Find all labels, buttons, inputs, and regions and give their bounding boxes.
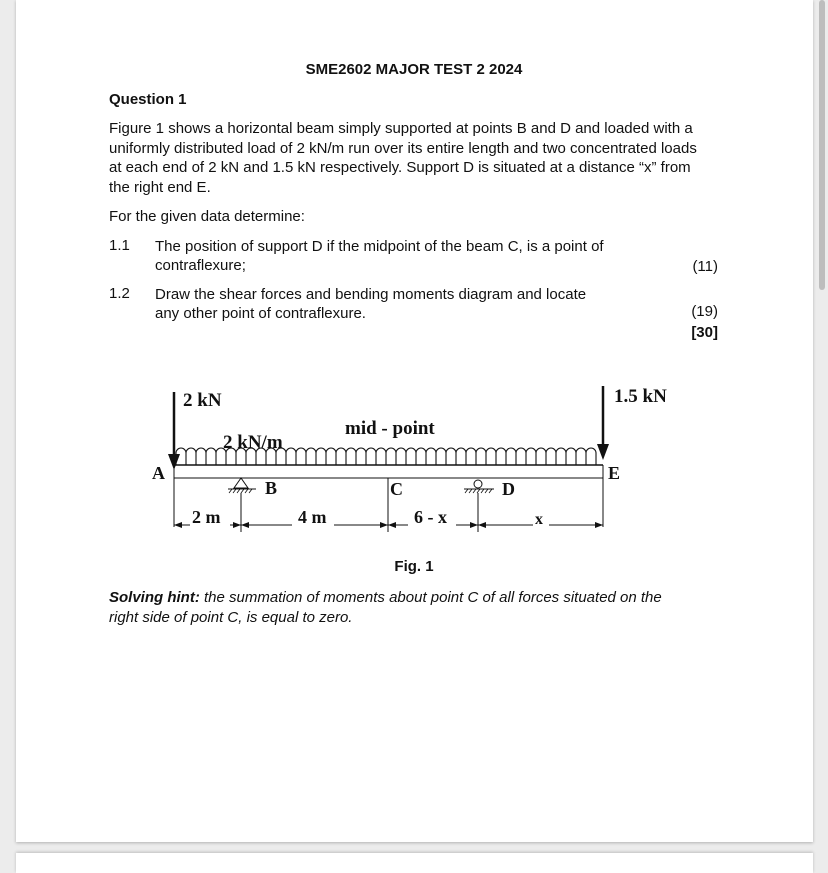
- support-d-roller: [474, 480, 482, 488]
- item-line: Draw the shear forces and bending moments diagram and locate: [155, 286, 587, 303]
- intro-line: the right end E.: [109, 179, 211, 197]
- figure-caption: Fig. 1: [394, 558, 434, 575]
- for-given-text: For the given data determine:: [109, 208, 305, 225]
- item-number: 1.2: [109, 285, 130, 302]
- question-heading: Question 1: [109, 91, 187, 108]
- dim-bc-label: 4 m: [298, 507, 327, 527]
- intro-line: Figure 1 shows a horizontal beam simply supported at points B and D and loaded with a: [109, 120, 693, 137]
- left-load-arrowhead: [168, 454, 180, 470]
- item-line: The position of support D if the midpoint of the beam C, is a point of: [155, 238, 604, 255]
- hint-text: the summation of moments about point C of all forces situated on the: [199, 589, 662, 606]
- left-load-label: 2 kN: [183, 390, 222, 411]
- point-b-label: B: [265, 478, 278, 498]
- dim-cd-label: 6 - x: [414, 507, 447, 527]
- support-b-hatch: [229, 489, 252, 493]
- solving-hint: [109, 588, 729, 627]
- hint-text: right side of point C, is equal to zero.: [109, 608, 353, 626]
- udl-label: 2 kN/m: [223, 432, 283, 453]
- item-line: any other point of contraflexure.: [155, 305, 366, 322]
- right-load-arrowhead: [597, 444, 609, 460]
- item-line: contraflexure;: [155, 257, 246, 274]
- dim-ab-label: 2 m: [192, 507, 221, 527]
- point-e-label: E: [608, 463, 621, 483]
- support-b-triangle: [234, 478, 248, 488]
- intro-line: at each end of 2 kN and 1.5 kN respectively. Support D is situated at a distance “x” from: [109, 159, 691, 177]
- total-marks: [30]: [691, 324, 718, 341]
- page-title: SME2602 MAJOR TEST 2 2024: [305, 61, 523, 78]
- midpoint-label: mid - point: [345, 418, 435, 439]
- dim-de-label: x: [535, 511, 543, 528]
- right-load-label: 1.5 kN: [614, 386, 667, 407]
- item-number: 1.1: [109, 237, 130, 254]
- intro-line: uniformly distributed load of 2 kN/m run over its entire length and two concentrated loads: [109, 139, 697, 157]
- point-a-label: A: [152, 463, 165, 483]
- item-marks: (19): [691, 303, 718, 320]
- point-d-label: D: [502, 479, 515, 499]
- item-marks: (11): [692, 258, 718, 275]
- point-c-label: C: [390, 479, 403, 499]
- support-d-hatch: [465, 489, 492, 493]
- hint-label: Solving hint:: [109, 589, 200, 606]
